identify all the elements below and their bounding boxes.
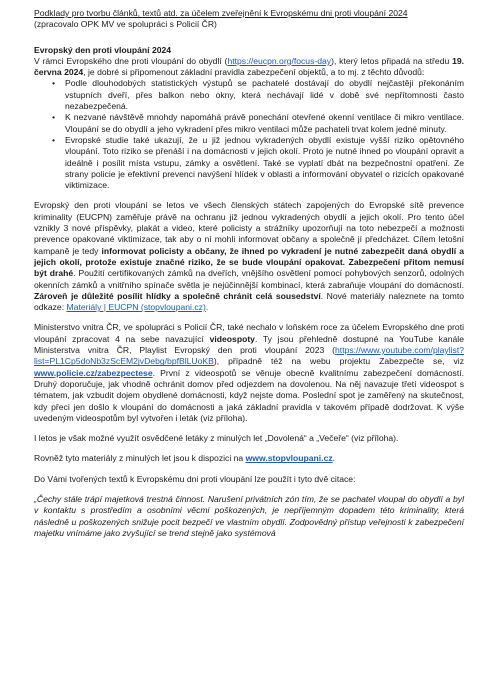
document-subheading: (zpracovalo OPK MV ve spolupráci s Policií ČR) — [34, 19, 217, 30]
stopvloupani-link[interactable]: www.stopvloupani.cz — [245, 453, 333, 464]
videospots-text-2: . Ty jsou přehledně dostupné na YouTube kanále Ministerstva vnitra ČR, Playlist Evropský den proti vloupání 2023 ( — [34, 333, 464, 356]
section-title: Evropský den proti vloupání 2024 — [34, 44, 172, 55]
videospots-text-1: Ministerstvo vnitra ČR, ve spolupráci s Policií ČR, také nechalo v loňském roce za účelem Evropského dne proti vloupání zpracovat 4 na sebe navazující — [34, 322, 464, 344]
document-page — [34, 8, 464, 539]
document-heading: Podklady pro tvorbu článků, textů atd. za účelem zveřejnění k Evropskému dni proti vloupání 2024 — [34, 8, 408, 18]
stopvloupani-period: . — [332, 453, 336, 464]
videospots-bold: videospoty — [209, 333, 255, 344]
stopvloupani-paragraph — [34, 453, 464, 464]
campaign-text-4: . Nové materiály naleznete na tomto odkaze: — [34, 290, 464, 313]
youtube-playlist-link[interactable]: https://www.youtube.com/playlist?list=PL1Cp5doNb3zScEM2jvDebg/bpfBlLUoKB — [34, 345, 464, 367]
intro-text-c: , je dobré si připomenout základní pravidla zabezpečení objektů, a to mj. z těchto důvodů: — [83, 67, 425, 78]
reasons-list — [34, 78, 464, 191]
list-item: • Evropské studie také ukazují, že u již jednou vykradených obydlí existuje vyšší riziko opětovného vloupání. Toto riziko se přenáší i na domácnosti v jejich okolí. Proto je nutné ihned po vloupání opravit a ideálně i posílit místa vstupu, zámky a osvětlení. Také se vyplatí dbát na bezpečnostní opatření. Ze strany policie je efektivní prevenci navýšení hlídek v oblasti a informování obyvatel o rizicích opakované viktimizace. — [65, 135, 464, 191]
stopvloupani-text: Rovněž tyto materiály z minulých let jsou k dispozici na — [34, 453, 246, 464]
intro-text-b: ), který letos připadá na středu — [331, 55, 453, 66]
videospots-text-4: . První z videospotů se věnuje obecně kvalitnímu zabezpečení domácností. Druhý doporučuje, jak vhodně ochránit domov před odjezdem na dovolenou. Na něj navazuje třetí videospot s tématem, jak vzbudit dojem obydlené domácnosti, když nejste doma. Poslední spot je zaměřený na skutečnost, kdy přeci jen došlo k vloupání do domácnosti a jaká základní pravidla v takovém případě dodržovat. K výše uvedeným videospotům byl vytvořen i leták (viz příloha). — [34, 367, 464, 423]
list-item: • Podle dlouhodobých statistických výstupů se pachatelé dostávají do obydlí nejčastěji překonáním vstupních dveří, přes balkon nebo okny, která nechávají lidé v době své nepřítomnosti často nezabezpečená. — [65, 78, 464, 112]
campaign-text-3: . Použití certifikovaných zámků na dveřích, vnějšího osvětlení pomocí pohybových senzorů, odolných okenních zámků a vnitřního spínače světla je nejúčinnější kombinací, která zabraňuje vloupání do domácností. — [34, 268, 465, 290]
intro-paragraph — [34, 56, 464, 79]
leaflets-paragraph: I letos je však možné využít osvědčené letáky z minulých let „Dovolená“ a „Večeře“ (viz příloha). — [34, 433, 399, 444]
eucpn-focus-day-link[interactable]: https://eucpn.org/focus-day — [227, 55, 332, 66]
campaign-bold-1: informovat policisty a občany, že ihned po vykradení je nutné zabezpečit daná obydlí a jejich okolí, protože existuje značné riziko, že se bude vloupání opakovat. — [34, 245, 464, 267]
intro-text-a: V rámci Evropského dne proti vloupání do obydlí ( — [34, 55, 228, 66]
quotes-intro-paragraph: Do Vámi tvořených textů k Evropskému dni proti vloupání lze použít i tyto dvě citace: — [34, 473, 356, 484]
quote-paragraph: „Čechy stále trápí majetková trestná činnost. Narušení privátních zón tím, že se pachatel vloupal do obydlí a byl v kontaktu s prostředím a osobními věcmi poškozených, je nepříjemným dopadem této kriminality, která následně u poškozených snižuje pocit bezpečí ve vlastním obydlí. Zodpovědný přístup veřejnosti k zabezpečení majetku vnímáme jako zvyšující se trend stejně jako systémová — [34, 493, 464, 538]
intro-date: 19. června 2024 — [34, 55, 465, 78]
list-item: • K nezvané návštěvě mnohdy napomáhá právě ponechání otevřené okenní ventilace či mikro ventilace. Vloupání se do obydlí a jeho vykradení přes mikro ventilaci může pachateli trvat kolem jedné minuty. — [65, 112, 464, 135]
campaign-bold-3: Zároveň je důležité posílit hlídky a společně chránit celá sousedství — [34, 290, 321, 301]
zabezpectese-link[interactable]: www.policie.cz/zabezpectese — [34, 367, 153, 378]
campaign-text-1: Evropský den proti vloupání se letos ve všech členských státech zapojených do Evropské sítě prevence kriminality (EUCPN) zaměřuje právě na ochranu již jednou vykradených obydlí a jejich okolí. Pro tento účel vznikly 3 nové příspěvky, plakát a video, které policisty a strážníky upozorňují na toto nebezpečí a možnosti prevence opakované viktimizace, tak aby o ní mohli informovat občany a společně jí předcházet. Cílem letošní kampaně je tedy — [34, 200, 464, 256]
videospots-paragraph — [34, 322, 464, 424]
campaign-paragraph — [34, 200, 464, 313]
campaign-text-5: . — [205, 302, 209, 313]
campaign-bold-2: Zabezpečení přitom nemusí být drahé — [34, 256, 465, 279]
videospots-text-3: ), případně též na webu projektu Zabezpečte se, viz — [213, 356, 464, 367]
materials-link[interactable]: Materiály | EUCPN (stopvloupani.cz) — [66, 302, 206, 313]
